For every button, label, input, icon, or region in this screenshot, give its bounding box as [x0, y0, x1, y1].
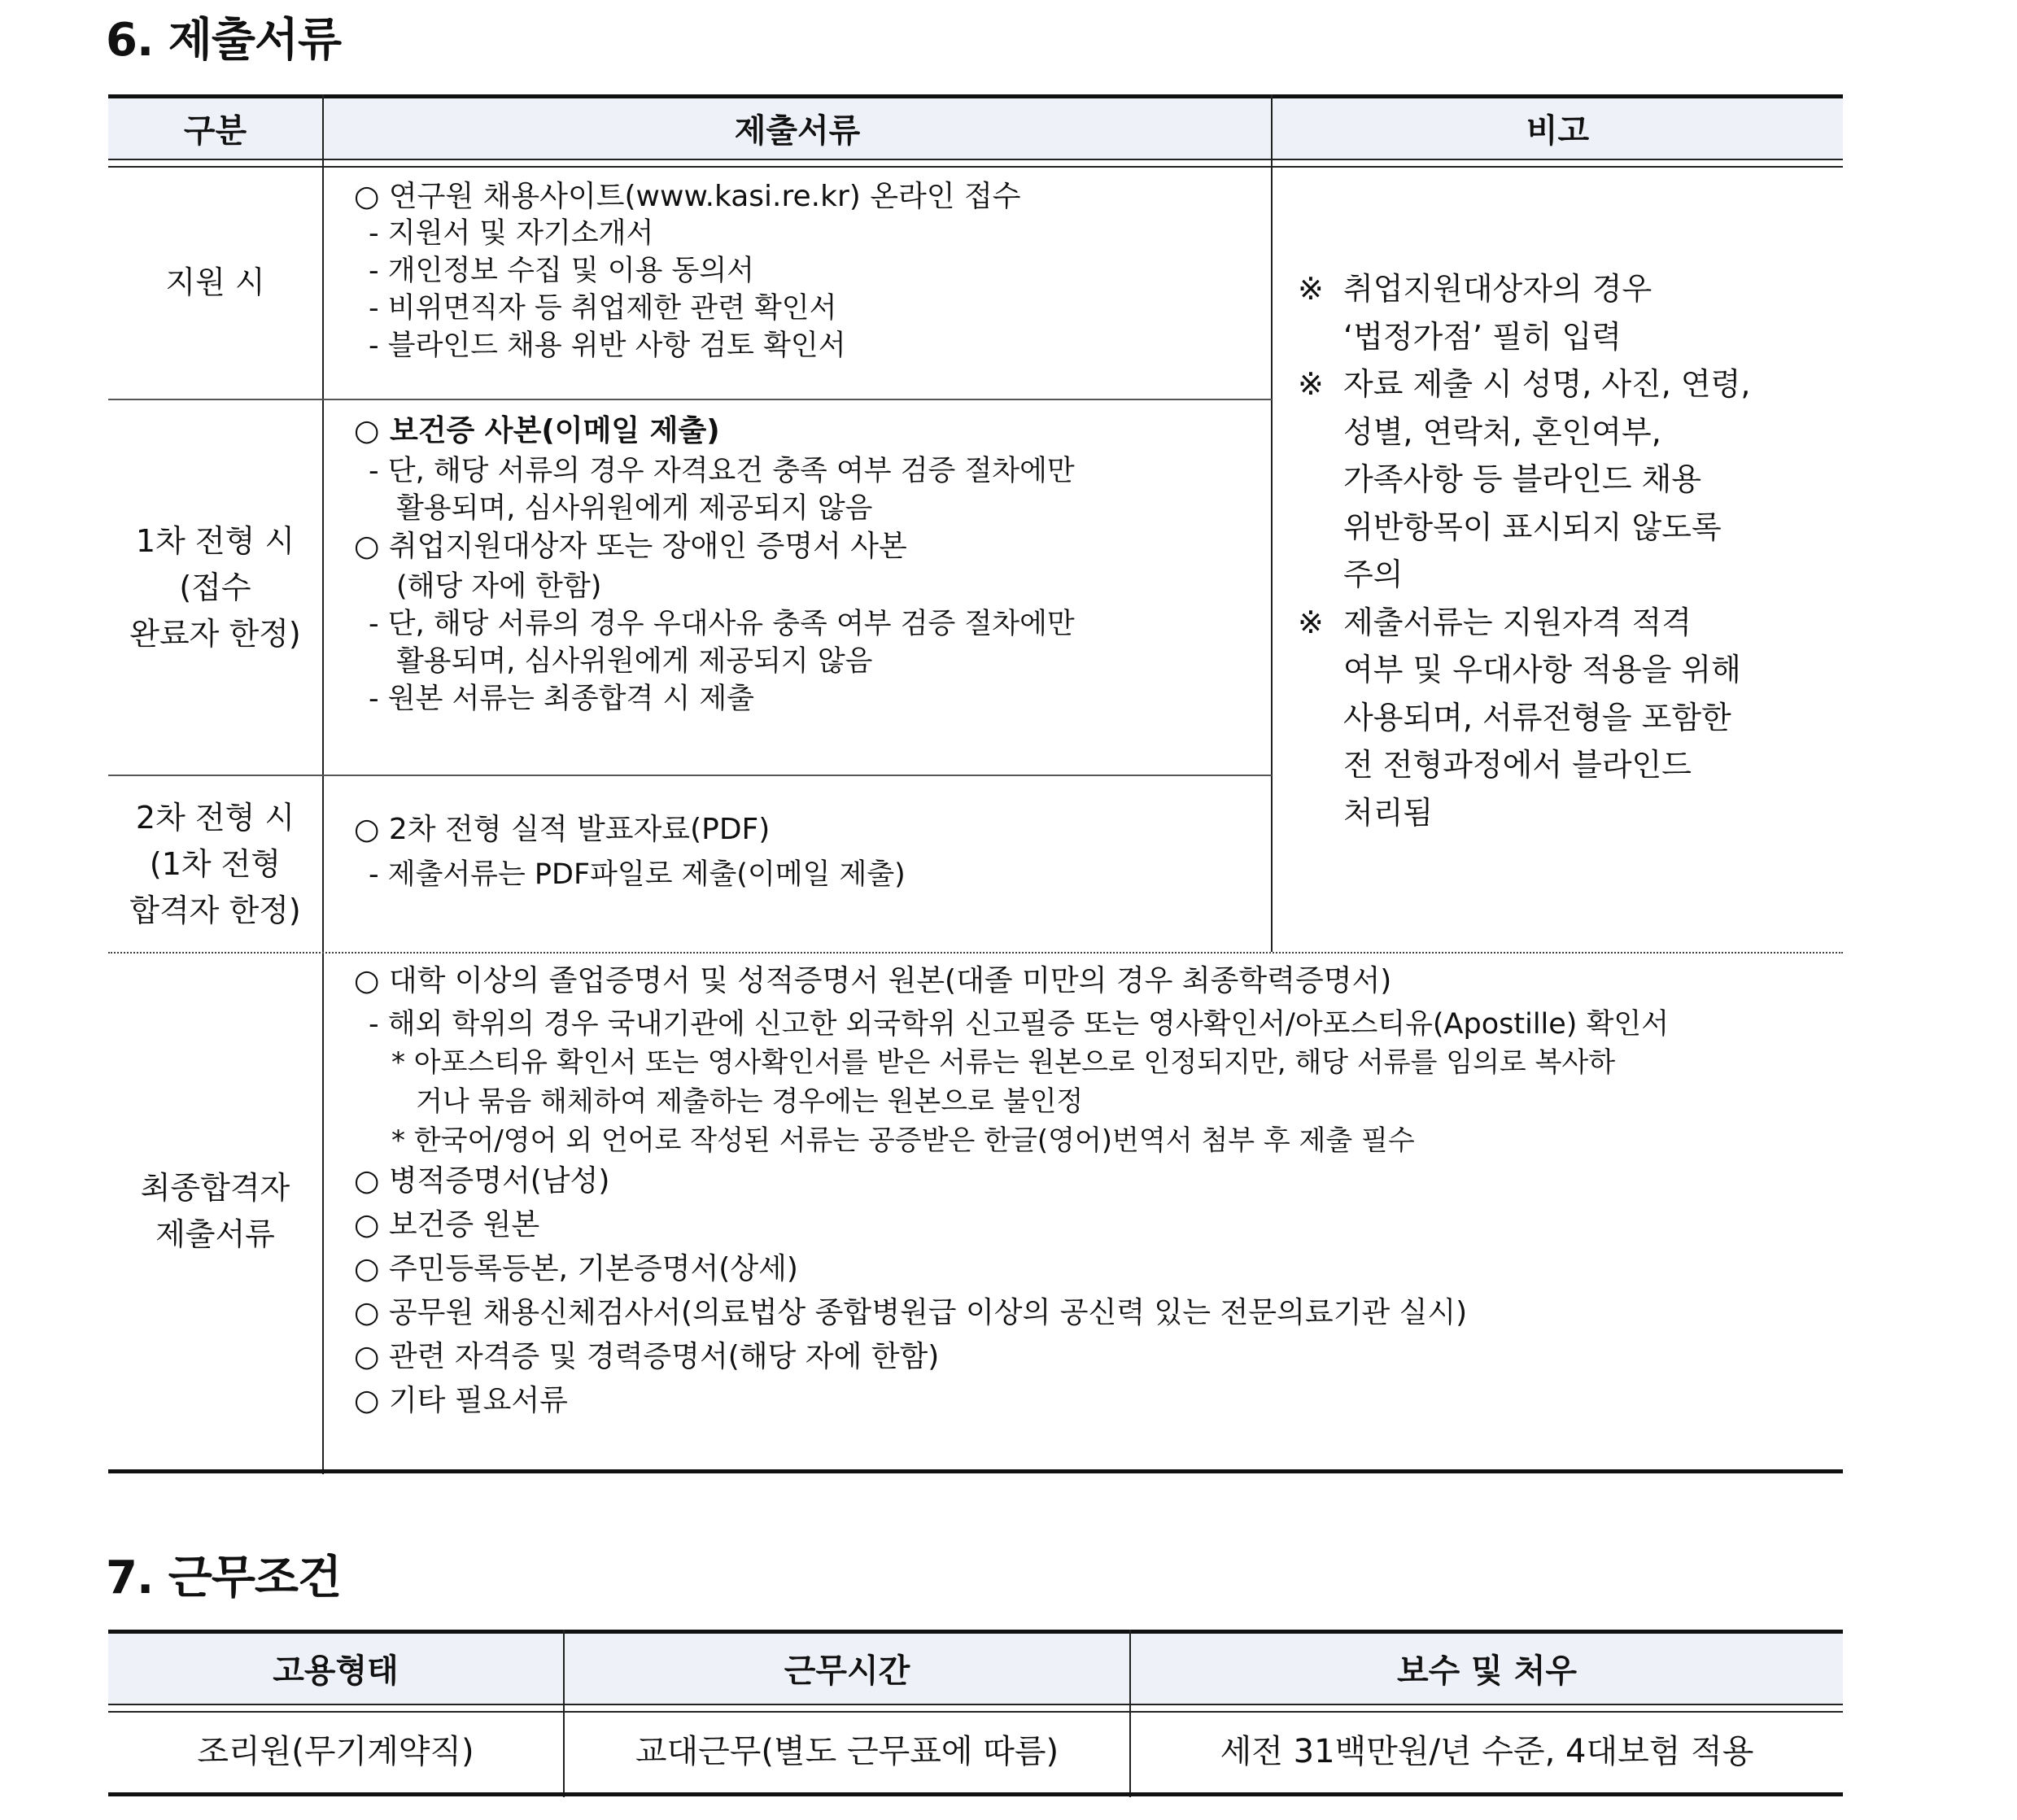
remark-text: 취업지원대상자의 경우	[1343, 271, 1652, 307]
category-line: 합격자 한정)	[129, 892, 301, 928]
row-category	[108, 954, 322, 1469]
document-item: ○ 보건증 원본	[354, 1208, 540, 1242]
compensation-value: 세전 31백만원/년 수준, 4대보험 적용	[1220, 1733, 1754, 1770]
reference-mark-icon: ※	[1298, 604, 1324, 640]
remark-line	[1298, 265, 1835, 313]
row-category	[108, 776, 322, 952]
section-7-title: 7. 근무조건	[106, 1552, 342, 1604]
document-item: ○ 대학 이상의 졸업증명서 및 성적증명서 원본(대졸 미만의 경우 최종학력증명서)	[354, 964, 1392, 997]
category-line: 완료자 한정)	[129, 615, 301, 652]
document-item: ○ 보건증 사본(이메일 제출)	[354, 414, 720, 447]
document-subitem: - 개인정보 수집 및 이용 동의서	[369, 255, 754, 287]
remark-line: 처리됨	[1343, 794, 1434, 831]
table-bottom-rule	[108, 1792, 1843, 1796]
document-subitem: 활용되며, 심사위원에게 제공되지 않음	[396, 645, 873, 678]
document-subitem: 활용되며, 심사위원에게 제공되지 않음	[396, 492, 873, 525]
row-documents	[354, 177, 1265, 364]
header-documents: 제출서류	[734, 112, 861, 150]
document-item: ○ 주민등록등본, 기본증명서(상세)	[354, 1252, 798, 1285]
category-line: 1차 전형 시	[135, 522, 295, 559]
category-line: 최종합격자	[140, 1170, 290, 1206]
document-item: ○ 병적증명서(남성)	[354, 1164, 610, 1198]
col-divider-1	[322, 94, 324, 1474]
row-category	[108, 400, 322, 775]
document-subitem: - 해외 학위의 경우 국내기관에 신고한 외국학위 신고필증 또는 영사확인서/아포스티유(Apostille) 확인서	[369, 1008, 1670, 1041]
remark-line: 가족사항 등 블라인드 채용	[1343, 461, 1702, 498]
remark-text: 제출서류는 지원자격 적격	[1343, 604, 1692, 640]
document-subitem: * 한국어/영어 외 언어로 작성된 서류는 공증받은 한글(영어)번역서 첨부 후 제출 필수	[391, 1124, 1415, 1157]
remark-line	[1298, 360, 1835, 408]
row-documents	[354, 810, 1265, 901]
category-line: 2차 전형 시	[135, 799, 295, 836]
remark-line: 전 전형과정에서 블라인드	[1343, 747, 1692, 783]
employment-type-value: 조리원(무기계약직)	[197, 1733, 474, 1770]
remark-line: 주의	[1343, 556, 1404, 593]
working-hours-value: 교대근무(별도 근무표에 따름)	[635, 1733, 1059, 1770]
document-subitem: - 지원서 및 자기소개서	[369, 217, 654, 250]
category-line: 지원 시	[165, 264, 265, 300]
document-item: ○ 2차 전형 실적 발표자료(PDF)	[354, 813, 771, 846]
category-line: (1차 전형	[149, 845, 282, 882]
document-item: ○ 취업지원대상자 또는 장애인 증명서 사본	[354, 530, 907, 563]
row-divider-3	[108, 952, 1843, 954]
document-subitem: * 아포스티유 확인서 또는 영사확인서를 받은 서류는 원본으로 인정되지만, 해당 서류를 임의로 복사하	[391, 1046, 1616, 1079]
document-subitem: - 비위면직자 등 취업제한 관련 확인서	[369, 292, 837, 325]
reference-mark-icon: ※	[1298, 366, 1324, 403]
document-subitem: - 제출서류는 PDF파일로 제출(이메일 제출)	[369, 858, 906, 891]
remarks-cell	[1298, 265, 1835, 836]
header-employment-type: 고용형태	[273, 1652, 399, 1690]
remark-line: 위반항목이 표시되지 않도록	[1343, 508, 1722, 545]
document-subitem: - 단, 해당 서류의 경우 자격요건 충족 여부 검증 절차에만	[369, 455, 1075, 487]
document-subitem: - 단, 해당 서류의 경우 우대사유 충족 여부 검증 절차에만	[369, 608, 1075, 640]
reference-mark-icon: ※	[1298, 271, 1324, 307]
document-subitem: - 원본 서류는 최종합격 시 제출	[369, 683, 754, 715]
row-category	[108, 166, 322, 399]
remark-line: ‘법정가점’ 필히 입력	[1343, 318, 1622, 355]
row-documents	[354, 412, 1265, 718]
category-line: (접수	[179, 569, 251, 605]
section-6-title: 6. 제출서류	[106, 14, 342, 67]
col-divider-2	[1271, 94, 1273, 952]
document-item: ○ 기타 필요서류	[354, 1384, 568, 1417]
documents-table	[108, 94, 1843, 1474]
header-category: 구분	[183, 112, 247, 150]
row-documents	[354, 962, 1827, 1425]
remark-line: 사용되며, 서류전형을 포함한	[1343, 699, 1731, 735]
document-subitem: - 블라인드 채용 위반 사항 검토 확인서	[369, 330, 846, 362]
document-subitem: (해당 자에 한함)	[396, 570, 602, 603]
header-compensation: 보수 및 처우	[1396, 1652, 1578, 1690]
header-double-rule	[108, 159, 1843, 168]
document-item: ○ 공무원 채용신체검사서(의료법상 종합병원급 이상의 공신력 있는 전문의료기관 실시)	[354, 1296, 1468, 1329]
remark-line: 성별, 연락처, 혼인여부,	[1343, 413, 1661, 450]
remark-line: 여부 및 우대사항 적용을 위해	[1343, 652, 1741, 688]
table-bottom-rule	[108, 1469, 1843, 1473]
category-line: 제출서류	[155, 1216, 275, 1252]
document-subitem: 거나 묶음 해체하여 제출하는 경우에는 원본으로 불인정	[416, 1085, 1084, 1118]
header-working-hours: 근무시간	[784, 1652, 910, 1690]
remark-text: 자료 제출 시 성명, 사진, 연령,	[1343, 366, 1751, 403]
document-item: ○ 관련 자격증 및 경력증명서(해당 자에 한함)	[354, 1340, 940, 1373]
header-remarks: 비고	[1526, 112, 1590, 150]
document-item: ○ 연구원 채용사이트(www.kasi.re.kr) 온라인 접수	[354, 180, 1021, 213]
remark-line	[1298, 599, 1835, 647]
working-conditions-table	[108, 1630, 1843, 1797]
